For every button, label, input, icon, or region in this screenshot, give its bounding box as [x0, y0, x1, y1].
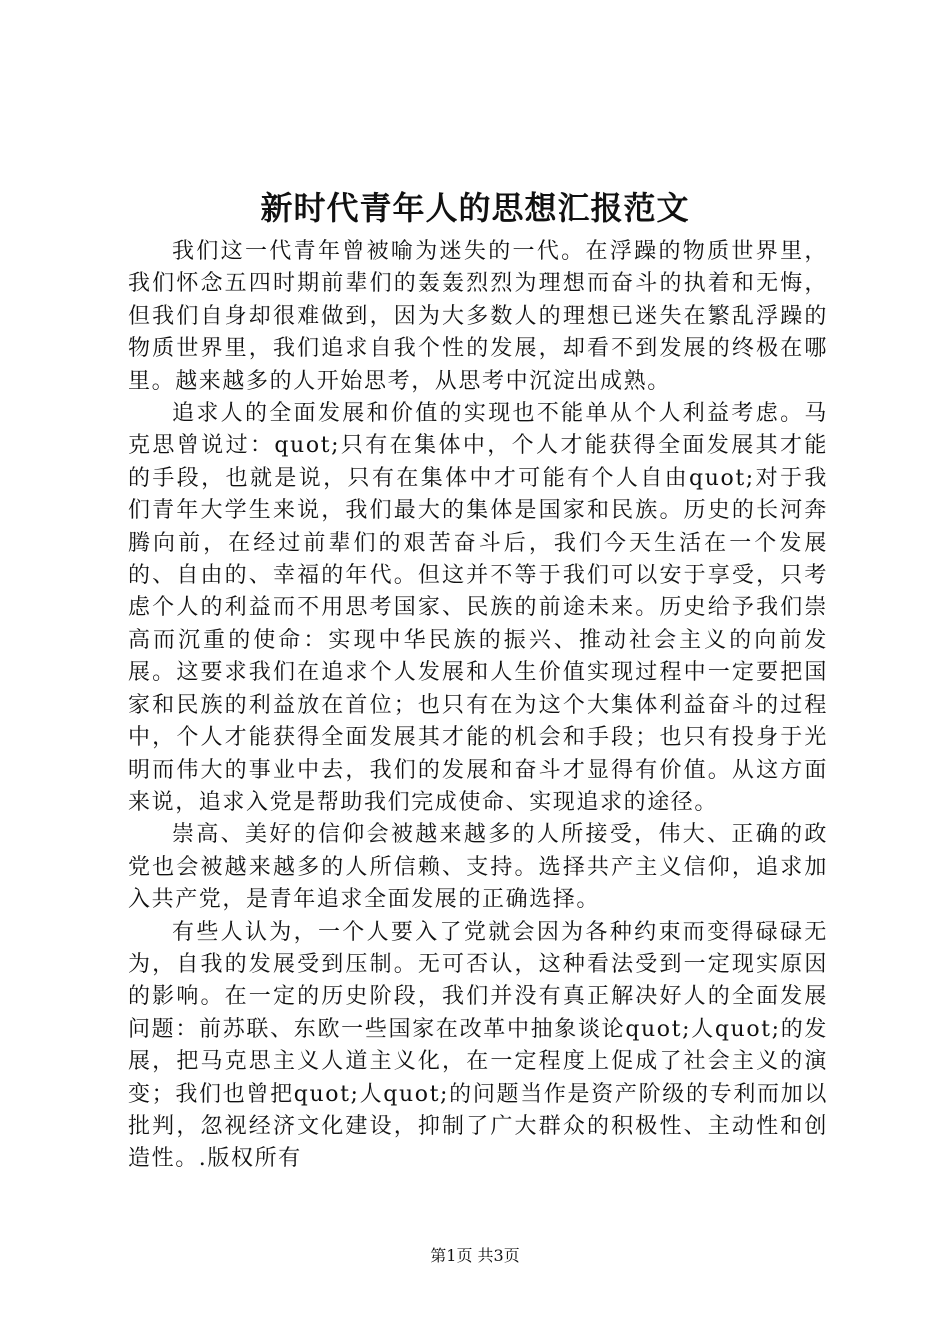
document-title: 新时代青年人的思想汇报范文	[260, 189, 690, 227]
paragraph-4: 有些人认为，一个人要入了党就会因为各种约束而变得碌碌无为，自我的发展受到压制。无可否认，这种看法受到一定现实原因的影响。在一定的历史阶段，我们并没有真正解决好人的全面发展问题：前苏联、东欧一些国家在改革中抽象谈论quot;人quot;的发展，把马克思主义人道主义化，在一定程度上促成了社会主义的演变；我们也曾把quot;人quot;的问题当作是资产阶级的专利而加以批判，忽视经济文化建设，抑制了广大群众的积极性、主动性和创造性。.版权所有	[128, 919, 828, 1172]
document-body	[128, 236, 828, 1176]
page-number-footer: 第1页 共3页	[430, 1246, 520, 1265]
paragraph-2: 追求人的全面发展和价值的实现也不能单从个人利益考虑。马克思曾说过：quot;只有在集体中，个人才能获得全面发展其才能的手段，也就是说，只有在集体中才可能有个人自由quot;对于我们青年大学生来说，我们最大的集体是国家和民族。历史的长河奔腾向前，在经过前辈们的艰苦奋斗后，我们今天生活在一个发展的、自由的、幸福的年代。但这并不等于我们可以安于享受，只考虑个人的利益而不用思考国家、民族的前途未来。历史给予我们崇高而沉重的使命：实现中华民族的振兴、推动社会主义的向前发展。这要求我们在追求个人发展和人生价值实现过程中一定要把国家和民族的利益放在首位；也只有在为这个大集体利益奋斗的过程中，个人才能获得全面发展其才能的机会和手段；也只有投身于光明而伟大的事业中去，我们的发展和奋斗才显得有价值。从这方面来说，追求入党是帮助我们完成使命、实现追求的途径。	[128, 401, 828, 815]
paragraph-1: 我们这一代青年曾被喻为迷失的一代。在浮躁的物质世界里，我们怀念五四时期前辈们的轰轰烈烈为理想而奋斗的执着和无悔，但我们自身却很难做到，因为大多数人的理想已迷失在繁乱浮躁的物质世界里，我们追求自我个性的发展，却看不到发展的终极在哪里。越来越多的人开始思考，从思考中沉淀出成熟。	[128, 239, 828, 394]
paragraph-3: 崇高、美好的信仰会被越来越多的人所接受，伟大、正确的政党也会被越来越多的人所信赖、支持。选择共产主义信仰，追求加入共产党，是青年追求全面发展的正确选择。	[128, 822, 828, 913]
